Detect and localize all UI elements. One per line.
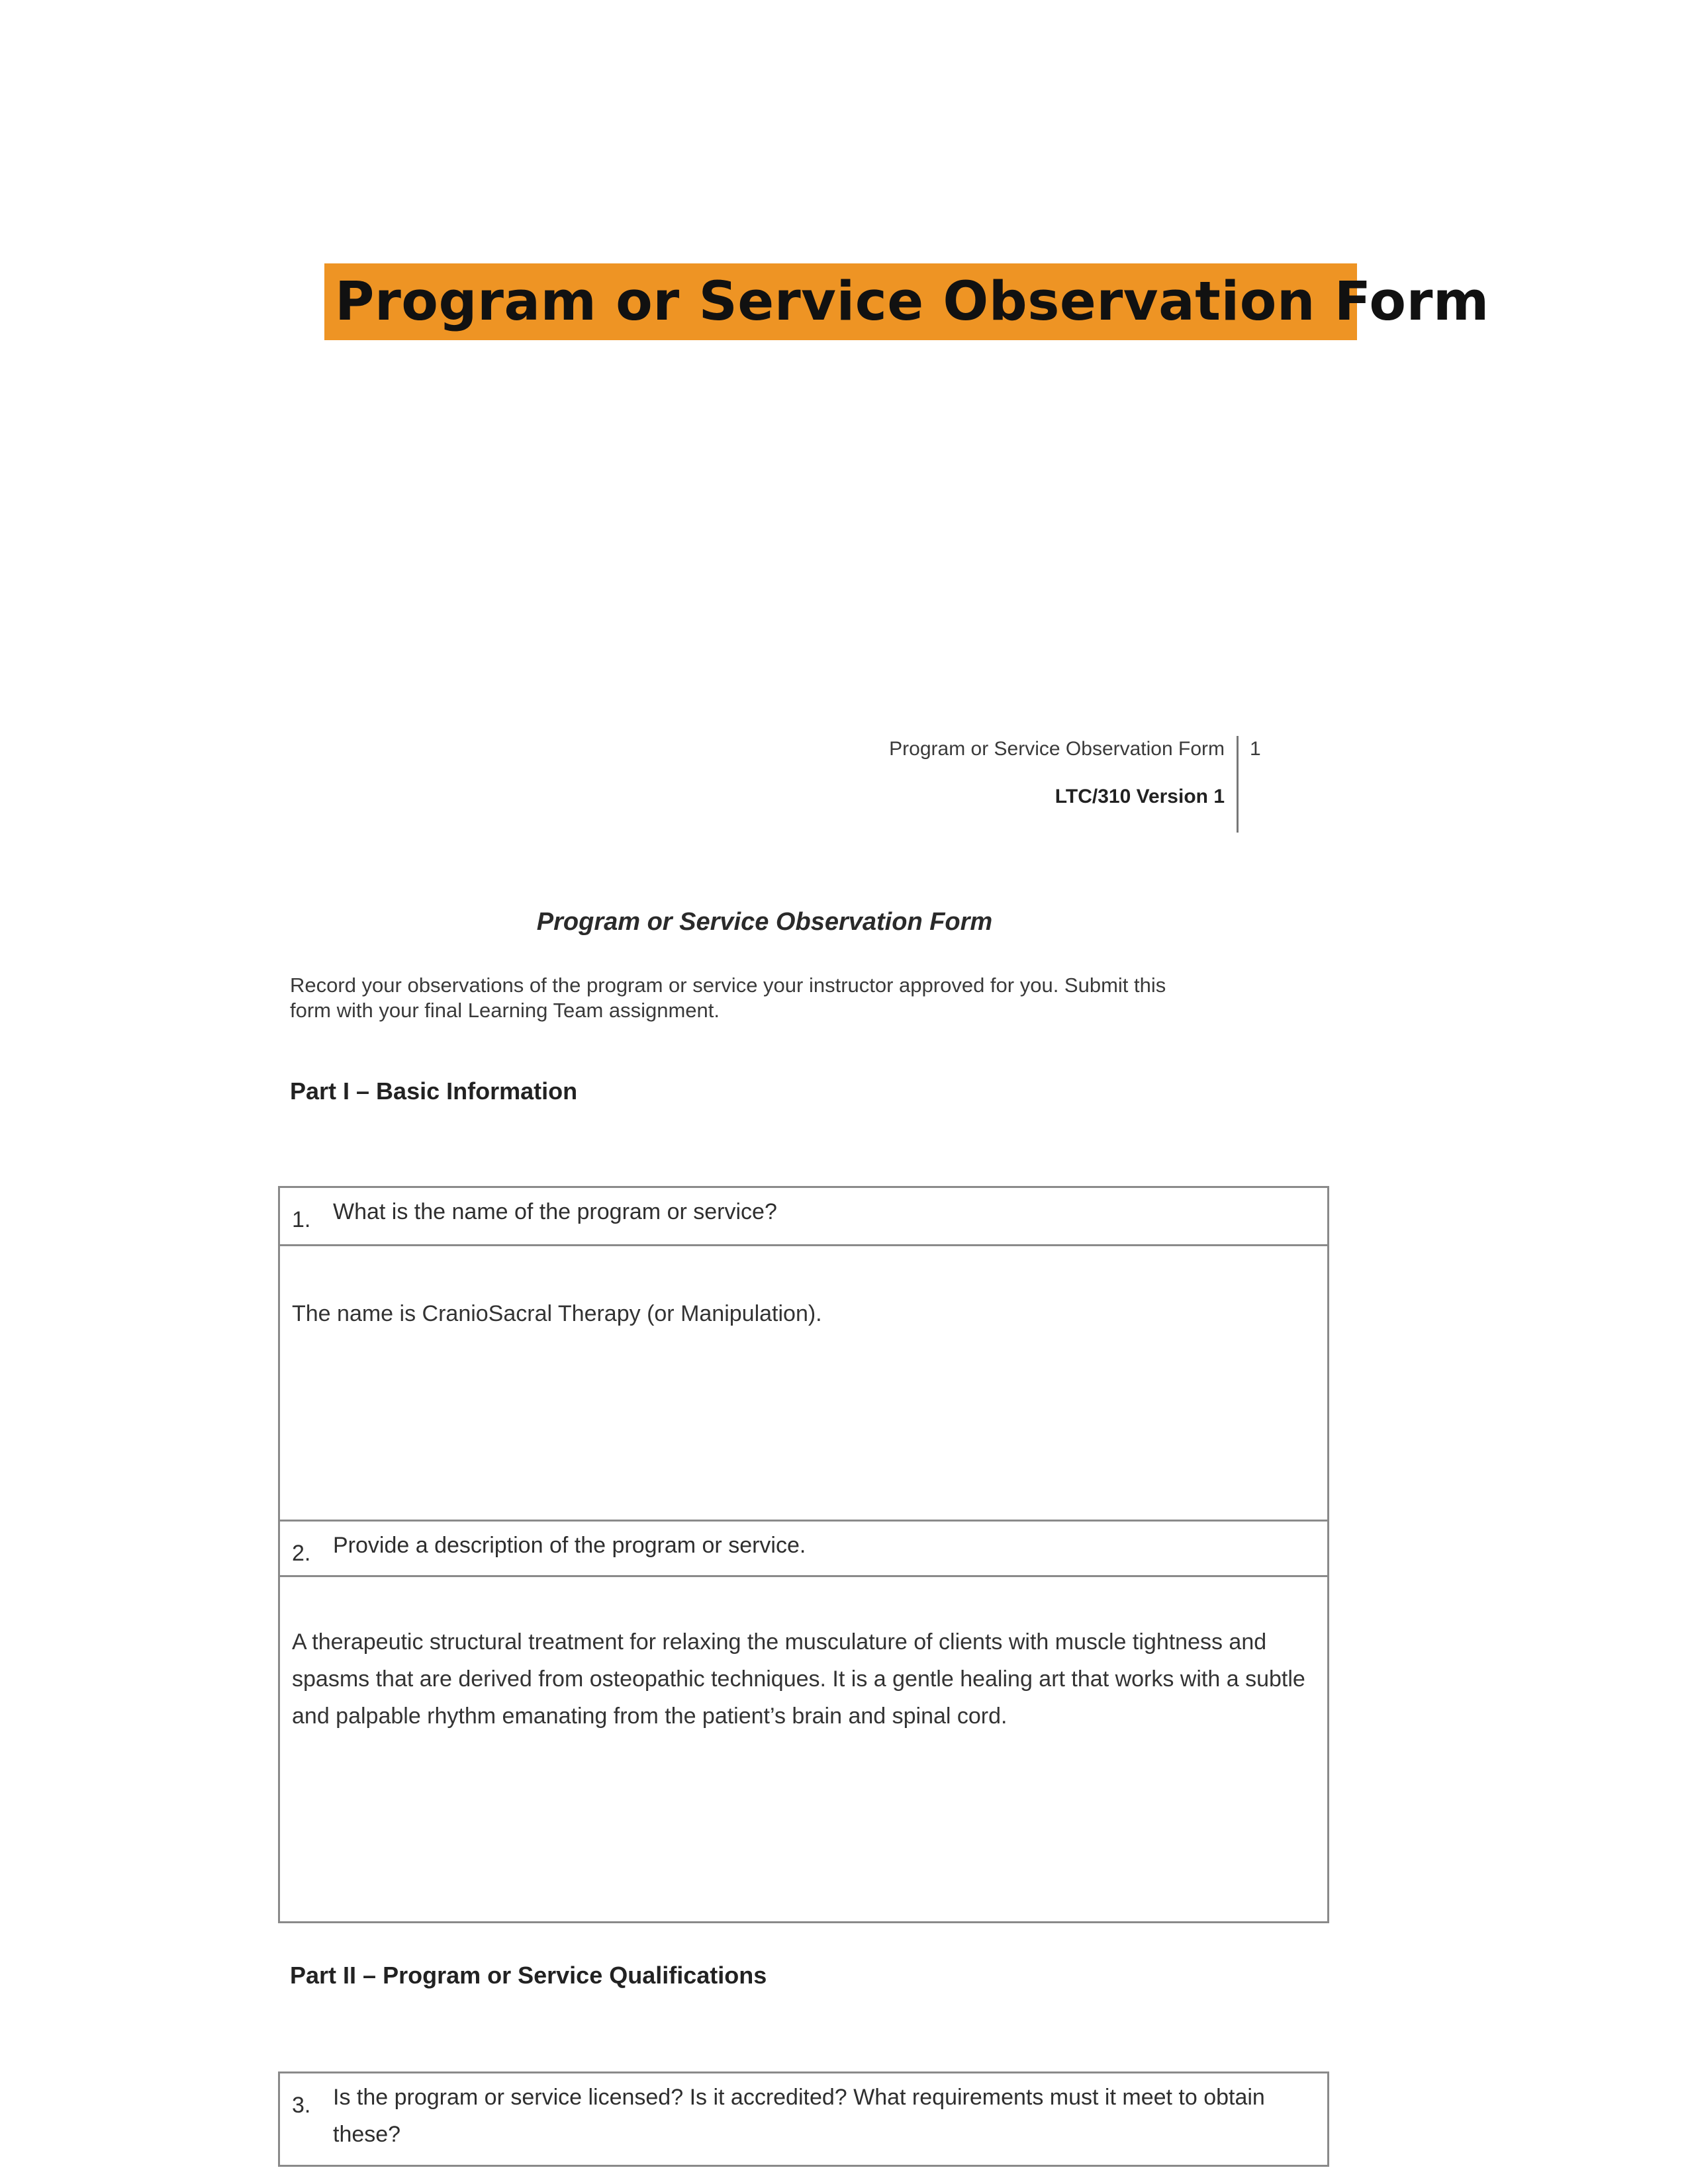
answer-2-text: A therapeutic structural treatment for relaxing the musculature of clients with muscle tightness and spasms that are derived from osteopathic techniques. It is a gentle healing art that works with a subtle and palpable rhythm emanating from the patient’s brain and spinal cord. xyxy=(292,1629,1305,1729)
part-2-form xyxy=(278,2071,1329,2167)
answer-1-field[interactable] xyxy=(280,1246,1327,1522)
question-2-text: Provide a description of the program or service. xyxy=(333,1533,806,1558)
page-number: 1 xyxy=(1250,738,1261,760)
answer-1-text: The name is CranioSacral Therapy (or Manipulation). xyxy=(292,1301,822,1326)
question-2-number: 2. xyxy=(292,1541,311,1566)
part-2-heading: Part II – Program or Service Qualifications xyxy=(290,1962,767,1989)
running-header-title: Program or Service Observation Form xyxy=(889,738,1225,760)
running-header-divider xyxy=(1237,736,1239,833)
question-1-number: 1. xyxy=(292,1207,311,1232)
question-1-text: What is the name of the program or service? xyxy=(333,1199,777,1224)
answer-2-field[interactable] xyxy=(280,1577,1327,1921)
question-2-row xyxy=(280,1522,1327,1577)
running-header-version: LTC/310 Version 1 xyxy=(1055,786,1225,807)
question-3-row xyxy=(280,2073,1327,2165)
question-3-text: Is the program or service licensed? Is it accredited? What requirements must it meet to obtain these? xyxy=(333,2085,1265,2147)
part-1-form xyxy=(278,1186,1329,1923)
title-banner xyxy=(324,263,1489,340)
running-header xyxy=(889,735,1225,811)
intro-paragraph xyxy=(290,973,1243,1023)
document-title: Program or Service Observation Form xyxy=(536,908,993,936)
intro-line-1: Record your observations of the program or service your instructor approved for you. Submit this xyxy=(290,974,1166,997)
banner-title: Program or Service Observation Form xyxy=(335,271,1489,333)
question-3-number: 3. xyxy=(292,2093,311,2118)
intro-line-2: form with your final Learning Team assignment. xyxy=(290,999,720,1022)
part-1-heading: Part I – Basic Information xyxy=(290,1077,578,1105)
question-1-row xyxy=(280,1188,1327,1246)
